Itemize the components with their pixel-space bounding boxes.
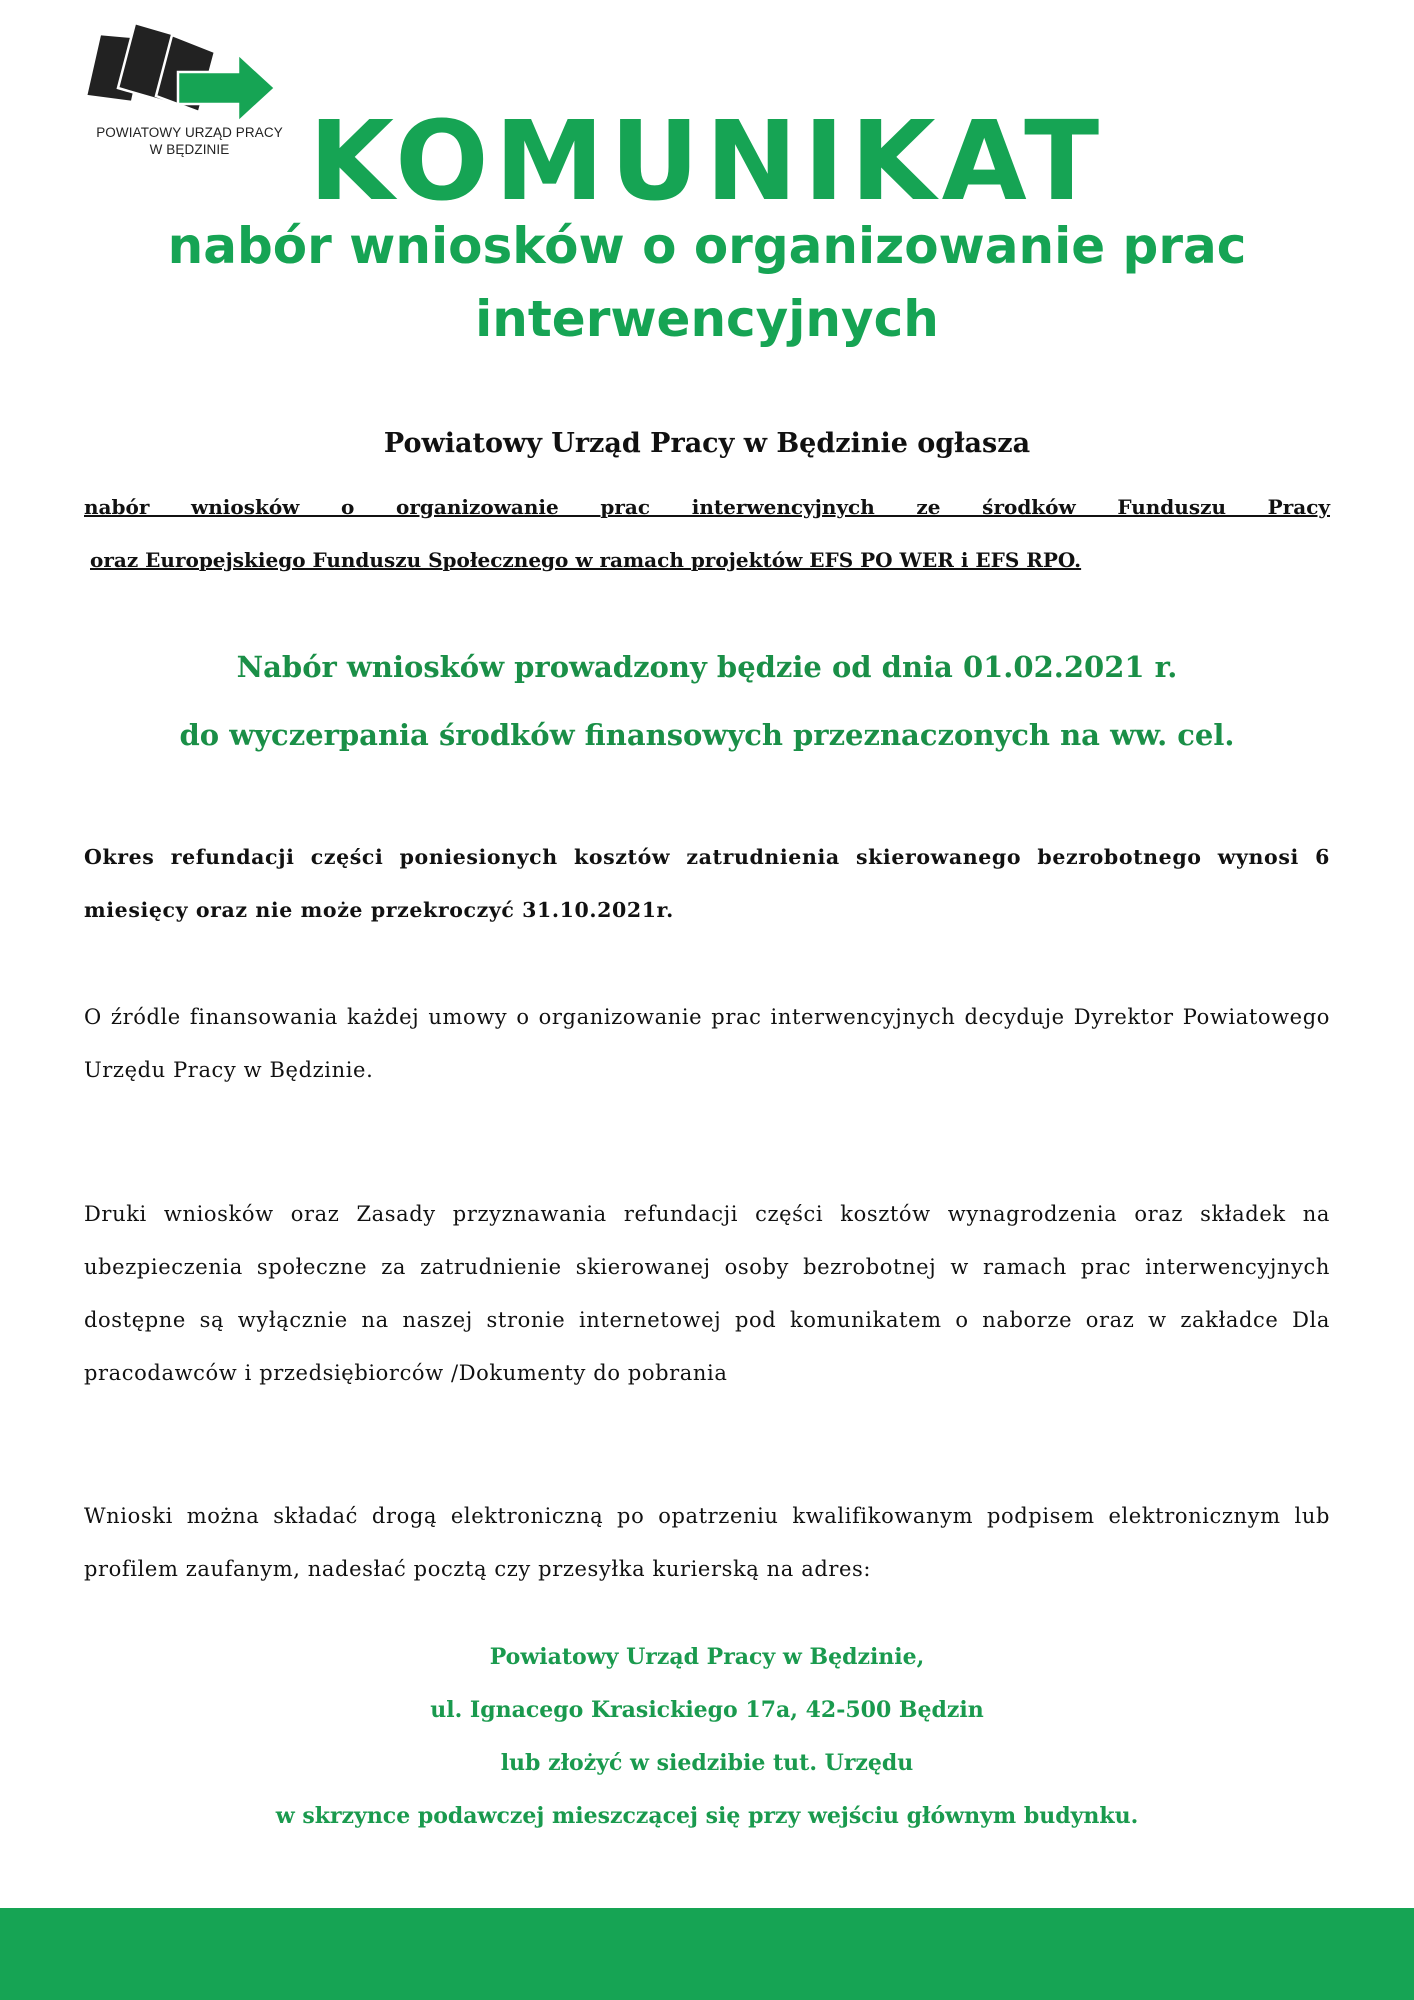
lead-line-2: oraz Europejskiego Funduszu Społecznego w ramach projektów EFS PO WER i EFS RPO. bbox=[90, 548, 1082, 572]
address-line-3: lub złożyć w siedzibie tut. Urzędu bbox=[500, 1750, 914, 1776]
logo-text-line1: POWIATOWY URZĄD PRACY bbox=[96, 125, 283, 140]
recruitment-date-line: Nabór wniosków prowadzony będzie od dnia 01.02.2021 r. bbox=[236, 650, 1178, 684]
office-address bbox=[0, 1631, 1414, 1843]
logo-text-line2: W BĘDZINIE bbox=[149, 142, 230, 157]
refund-period-paragraph: Okres refundacji części poniesionych kosztów zatrudnienia skierowanego bezrobotnego wynosi 6 miesięcy oraz nie może przekroczyć 31.10.2021r. bbox=[84, 845, 1330, 922]
announcement-heading: Powiatowy Urząd Pracy w Będzinie ogłasza bbox=[383, 428, 1031, 459]
address-line-2: ul. Ignacego Krasickiego 17a, 42-500 Będzin bbox=[430, 1697, 984, 1723]
funding-source-paragraph: O źródle finansowania każdej umowy o organizowanie prac interwencyjnych decyduje Dyrektor Powiatowego Urzędu Pracy w Będzinie. bbox=[84, 1005, 1330, 1082]
footer-bar bbox=[0, 1908, 1414, 2000]
lead-line-1: nabór wniosków o organizowanie prac interwencyjnych ze środków Funduszu Pracy bbox=[84, 495, 1330, 519]
submission-methods-paragraph: Wnioski można składać drogą elektroniczną po opatrzeniu kwalifikowanym podpisem elektronicznym lub profilem zaufanym, nadesłać pocztą czy przesyłka kurierską na adres: bbox=[84, 1504, 1330, 1581]
page-subtitle: nabór wniosków o organizowanie prac interwencyjnych bbox=[167, 217, 1247, 348]
address-line-4: w skrzynce podawczej mieszczącej się przy wejściu głównym budynku. bbox=[275, 1803, 1139, 1829]
application-forms-paragraph: Druki wniosków oraz Zasady przyznawania refundacji części kosztów wynagrodzenia oraz składek na ubezpieczenia społeczne za zatrudnienie skierowanej osoby bezrobotnej w ramach prac interwencyjnych dostępne są wyłącznie na naszej stronie internetowej pod komunikatem o naborze oraz w zakładce Dla pracodawców i przedsiębiorców /Dokumenty do pobrania bbox=[84, 1202, 1330, 1385]
address-line-1: Powiatowy Urząd Pracy w Będzinie, bbox=[489, 1644, 925, 1670]
recruitment-funds-line: do wyczerpania środków finansowych przeznaczonych na ww. cel. bbox=[179, 718, 1235, 752]
page-title: KOMUNIKAT bbox=[308, 97, 1106, 225]
